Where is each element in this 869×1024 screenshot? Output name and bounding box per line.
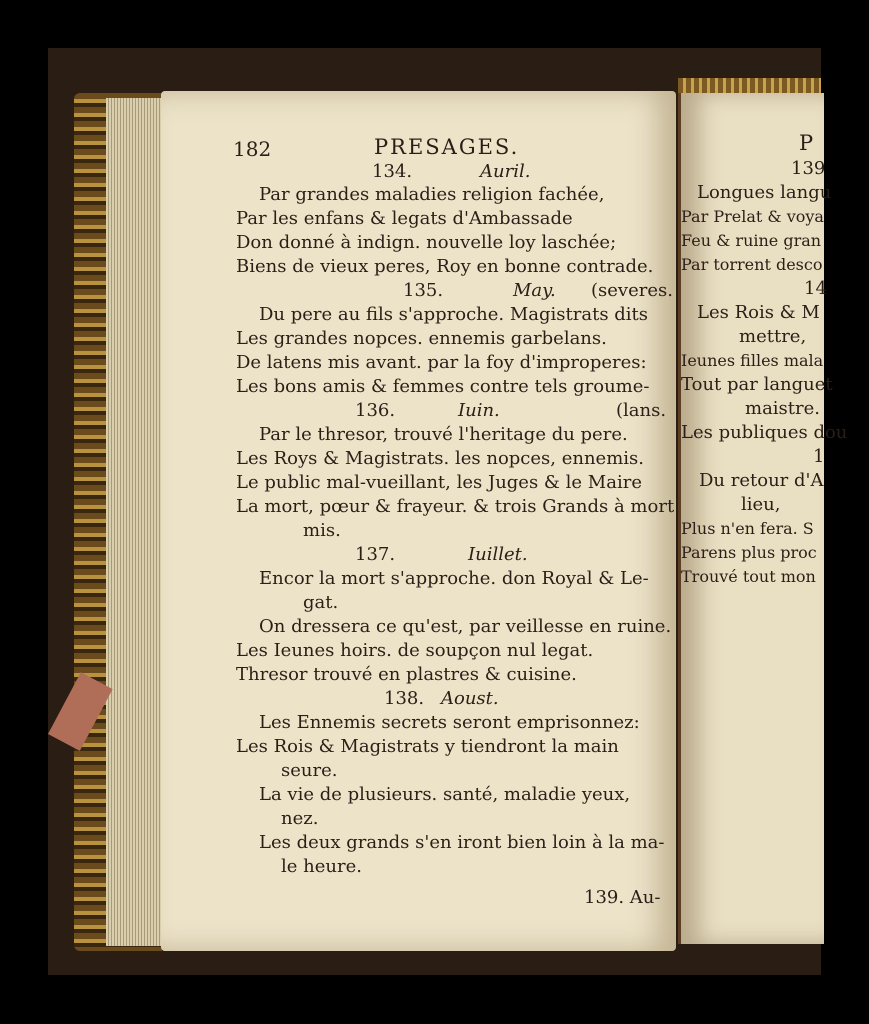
verse-line-overflow: (severes.	[591, 280, 673, 301]
left-page	[161, 91, 676, 951]
verse-line: Les deux grands s'en iront bien loin à la ma-	[259, 832, 665, 853]
page-edges	[106, 98, 166, 946]
month-heading: Aoust.	[441, 688, 499, 709]
verse-line: Trouvé tout mon	[681, 567, 816, 586]
verse-line: Encor la mort s'approche. don Royal & Le-	[259, 568, 649, 589]
verse-number: 139	[791, 158, 826, 179]
catchword: 139. Au-	[584, 887, 661, 908]
verse-number: 135.	[403, 280, 444, 301]
verse-number: 138.	[384, 688, 425, 709]
verse-line: maistre.	[745, 398, 821, 419]
verse-line: Les Rois & Magistrats y tiendront la main	[236, 736, 619, 757]
verse-number: 1	[813, 446, 825, 467]
month-heading: May.	[513, 280, 556, 301]
verse-line: Les Rois & M	[697, 302, 820, 323]
verse-line: Don donné à indign. nouvelle loy laschée;	[236, 232, 617, 253]
verse-line: De latens mis avant. par la foy d'improperes:	[236, 352, 647, 373]
verse-line: mis.	[303, 520, 341, 541]
verse-line: seure.	[281, 760, 338, 781]
verse-line: Du retour d'A	[699, 470, 824, 491]
verse-number: 137.	[355, 544, 396, 565]
verse-line: Biens de vieux peres, Roy en bonne contrade.	[236, 256, 654, 277]
verse-line: Les publiques dou	[681, 422, 848, 443]
book-photograph	[48, 48, 848, 975]
verse-number: 134.	[372, 161, 413, 182]
verse-line: Tout par languet	[681, 374, 833, 395]
verse-line: On dressera ce qu'est, par veillesse en ruine.	[259, 616, 672, 637]
verse-line: Par les enfans & legats d'Ambassade	[236, 208, 573, 229]
running-head-fragment: P	[799, 131, 814, 155]
month-heading: Auril.	[480, 161, 531, 182]
verse-line: Par Prelat & voya	[681, 207, 824, 226]
verse-line: Les Roys & Magistrats. les nopces, ennemis.	[236, 448, 644, 469]
verse-line: La mort, pœur & frayeur. & trois Grands à mort	[236, 496, 675, 517]
verse-line-overflow: (lans.	[616, 400, 667, 421]
verse-line: Le public mal-vueillant, les Juges & le Maire	[236, 472, 642, 493]
verse-line: le heure.	[281, 856, 362, 877]
verse-line: Par le thresor, trouvé l'heritage du pere.	[259, 424, 628, 445]
verse-line: Du pere au fils s'approche. Magistrats dits	[259, 304, 649, 325]
verse-line: Les grandes nopces. ennemis garbelans.	[236, 328, 607, 349]
verse-line: Parens plus proc	[681, 543, 817, 562]
verse-line: gat.	[303, 592, 339, 613]
verse-line: Feu & ruine gran	[681, 231, 822, 250]
running-head: PRESAGES.	[374, 135, 520, 159]
verse-line: Plus n'en fera. S	[681, 519, 814, 538]
verse-line: Par grandes maladies religion fachée,	[259, 184, 605, 205]
month-heading: Iuin.	[458, 400, 500, 421]
verse-line: La vie de plusieurs. santé, maladie yeux,	[259, 784, 631, 805]
verse-line: nez.	[281, 808, 319, 829]
verse-line: Les Ennemis secrets seront emprisonnez:	[259, 712, 640, 733]
page-number: 182	[233, 137, 272, 161]
verse-line: mettre,	[739, 326, 807, 347]
month-heading: Iuillet.	[468, 544, 528, 565]
verse-line: Longues langu	[697, 182, 832, 203]
verse-number: 136.	[355, 400, 396, 421]
verse-line: Les bons amis & femmes contre tels groume-	[236, 376, 650, 397]
verse-line: Thresor trouvé en plastres & cuisine.	[236, 664, 577, 685]
verse-line: Les Ieunes hoirs. de soupçon nul legat.	[236, 640, 594, 661]
verse-number: 14	[804, 278, 827, 299]
right-page	[678, 93, 848, 944]
verse-line: Par torrent desco	[681, 255, 823, 274]
verse-line: lieu,	[741, 494, 781, 515]
verse-line: Ieunes filles mala	[681, 351, 824, 370]
